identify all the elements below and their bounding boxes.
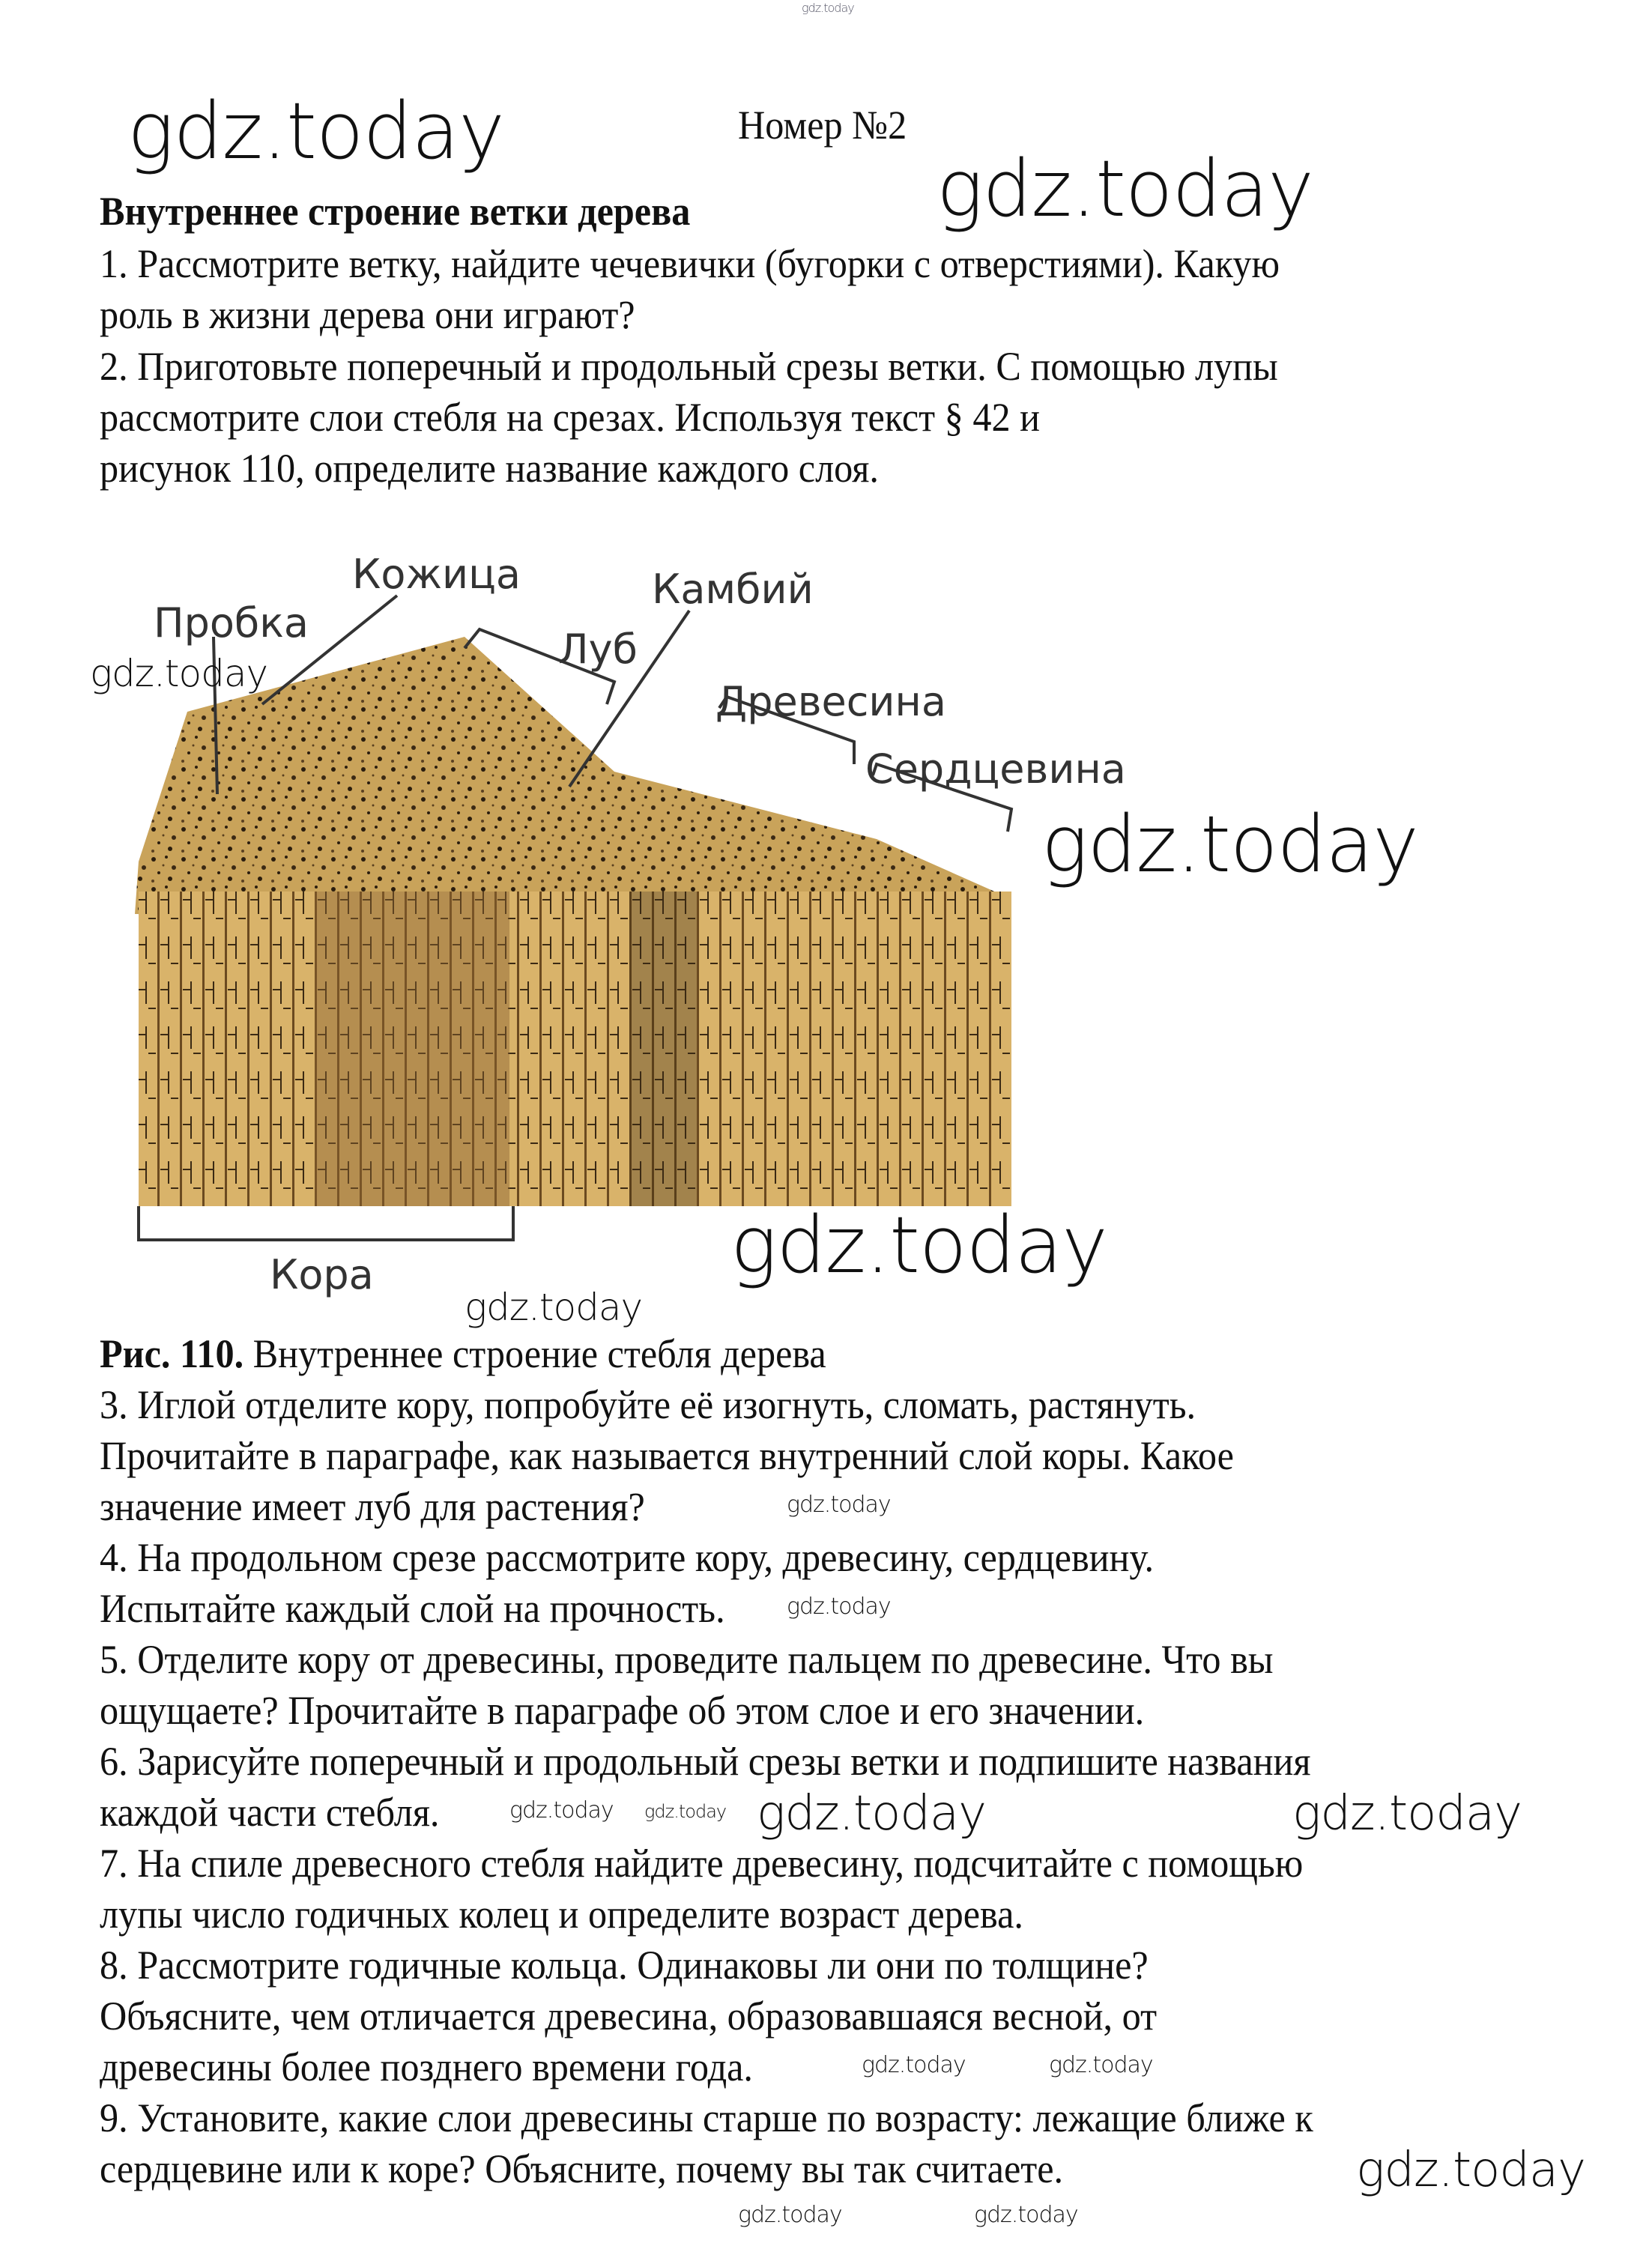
watermark: gdz.today <box>1292 1786 1522 1841</box>
label-kozhitsa: Кожица <box>352 551 521 598</box>
label-kambiy: Камбий <box>652 566 814 613</box>
label-lub: Луб <box>558 626 638 673</box>
task-line: 4. На продольном срезе рассмотрите кору, древесину, сердцевину. <box>100 1535 1155 1580</box>
watermark: gdz.today <box>787 1593 891 1620</box>
task-line: Испытайте каждый слой на прочность. <box>100 1586 725 1631</box>
task-line: Объясните, чем отличается древесина, образовавшаяся весной, от <box>100 1994 1158 2038</box>
page-number-title: Номер №2 <box>738 103 907 148</box>
task-line: 5. Отделите кору от древесины, проведите пальцем по древесине. Что вы <box>100 1637 1274 1682</box>
task-line: Прочитайте в параграфе, как называется внутренний слой коры. Какое <box>100 1433 1234 1478</box>
figure-caption <box>100 1331 826 1376</box>
watermark: gdz.today <box>802 1 854 15</box>
task-line: рисунок 110, определите название каждого слоя. <box>100 446 879 491</box>
task-line: рассмотрите слои стебля на срезах. Используя текст § 42 и <box>100 395 1040 440</box>
task-line: ощущаете? Прочитайте в параграфе об этом слое и его значении. <box>100 1688 1145 1733</box>
watermark: gdz.today <box>1356 2143 1585 2198</box>
watermark: gdz.today <box>509 1797 614 1823</box>
caption-number: Рис. 110. <box>100 1331 244 1376</box>
longitudinal-section <box>139 892 1011 1206</box>
watermark: gdz.today <box>738 2202 842 2228</box>
task-line: 3. Иглой отделите кору, попробуйте её изогнуть, сломать, растянуть. <box>100 1382 1196 1427</box>
label-drevesina: Древесина <box>715 678 946 725</box>
task-line: 8. Рассмотрите годичные кольца. Одинаковы ли они по толщине? <box>100 1943 1149 1988</box>
task-line: 6. Зарисуйте поперечный и продольный срезы ветки и подпишите названия <box>100 1739 1311 1784</box>
task-line: роль в жизни дерева они играют? <box>100 292 635 337</box>
watermark: gdz.today <box>974 2202 1078 2228</box>
watermark: gdz.today <box>862 2052 966 2078</box>
task-line: значение имеет луб для растения? <box>100 1484 645 1529</box>
task-line: 9. Установите, какие слои древесины старше по возрасту: лежащие ближе к <box>100 2095 1313 2140</box>
watermark: gdz.today <box>787 1492 891 1518</box>
section-title: Внутреннее строение ветки дерева <box>100 189 691 234</box>
task-line: 2. Приготовьте поперечный и продольный срезы ветки. С помощью лупы <box>100 344 1278 389</box>
label-probka: Пробка <box>154 599 309 647</box>
task-line: древесины более позднего времени года. <box>100 2044 753 2089</box>
task-line: 7. На спиле древесного стебля найдите древесину, подсчитайте с помощью <box>100 1841 1304 1886</box>
task-line: сердцевине или к коре? Объясните, почему вы так считаете. <box>100 2146 1064 2191</box>
watermark: gdz.today <box>465 1286 643 1329</box>
caption-text: Внутреннее строение стебля дерева <box>243 1331 826 1376</box>
watermark: gdz.today <box>90 652 268 695</box>
watermark: gdz.today <box>730 1199 1107 1291</box>
task-line: каждой части стебля. <box>100 1790 440 1835</box>
task-line: лупы число годичных колец и определите возраст дерева. <box>100 1892 1023 1937</box>
watermark: gdz.today <box>757 1786 986 1841</box>
watermark: gdz.today <box>1041 799 1418 890</box>
label-serdtsevina: Сердцевина <box>865 745 1126 793</box>
stem-structure-figure <box>90 524 1126 1311</box>
task-line: 1. Рассмотрите ветку, найдите чечевички (бугорки с отверстиями). Какую <box>100 241 1280 286</box>
watermark: gdz.today <box>937 143 1313 234</box>
label-kora: Кора <box>270 1251 374 1298</box>
watermark: gdz.today <box>644 1801 727 1822</box>
watermark: gdz.today <box>127 85 504 177</box>
watermark: gdz.today <box>1049 2052 1153 2078</box>
